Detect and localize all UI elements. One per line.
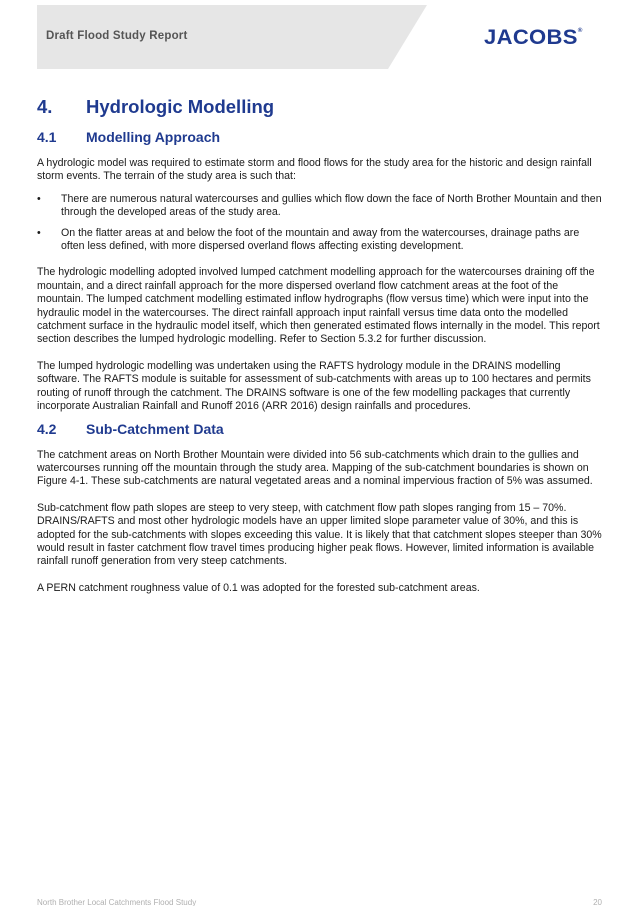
bullet-list (37, 193, 602, 254)
logo-text: JACOBS (484, 26, 578, 49)
paragraph: A PERN catchment roughness value of 0.1 was adopted for the forested sub-catchment areas. (37, 581, 480, 594)
paragraph: A hydrologic model was required to estimate storm and flood flows for the study area for the historic and design rainfall storm events. The terrain of the study area is such that: (37, 157, 592, 183)
section-heading-4 (37, 96, 602, 118)
subsection-title: Modelling Approach (86, 129, 221, 145)
bullet-icon: • (37, 192, 41, 205)
section-number: 4. (37, 96, 53, 117)
subsection-heading-4-1 (37, 129, 602, 145)
list-item-text: On the flatter areas at and below the foot of the mountain and away from the watercourses, drainage paths are often less defined, with more dispersed overland flows affecting existing development. (61, 226, 580, 253)
document-body (37, 96, 602, 595)
paragraph: The catchment areas on North Brother Mountain were divided into 56 sub-catchments which drain to the gullies and watercourses running off the mountain through the study area. Mapping of the sub-catchment boundaries is shown on Figure 4-1. These sub-catchments are natural vegetated areas and a nominal impervious fraction of 5% was assumed. (37, 448, 593, 488)
section-title: Hydrologic Modelling (86, 96, 275, 117)
report-title: Draft Flood Study Report (46, 30, 188, 42)
subsection-number: 4.1 (37, 129, 57, 145)
subsection-title: Sub-Catchment Data (86, 420, 224, 437)
bullet-icon: • (37, 226, 41, 239)
footer-document-name: North Brother Local Catchments Flood Study (37, 898, 197, 906)
list-item-text: There are numerous natural watercourses and gullies which flow down the face of North Brother Mountain and then through the developed areas of the study area. (61, 192, 602, 219)
subsection-number: 4.2 (37, 420, 57, 437)
registered-mark: ® (577, 28, 583, 34)
paragraph: The hydrologic modelling adopted involved lumped catchment modelling approach for the watercourses draining off the mountain, and a direct rainfall approach for the more dispersed overland flow catchment areas at the foot of the mountain. The lumped catchment modelling estimated inflow hydrographs (flow versus time) which were input into the hydraulic model in the watercourses. The direct rainfall approach input rainfall versus time data onto the modelled catchment surface in the hydraulic model itself, which then generated estimated flows internally in the model. This report section describes the lumped hydrologic modelling. Refer to Section 5.3.2 for further discussion. (37, 266, 600, 346)
jacobs-logo (484, 26, 583, 50)
list-item (37, 227, 602, 254)
paragraph: Sub-catchment flow path slopes are steep to very steep, with catchment flow path slopes ranging from 15 – 70%. DRAINS/RAFTS and most other hydrologic models have an upper limited slope parameter value of 30%, and this is adopted for the sub-catchments with slopes exceeding this value. It is likely that that catchment slopes steeper than 30% would result in faster catchment flow travel times producing higher peak flows. However, limited information is available rainfall runoff generation from very steep catchments. (37, 501, 602, 568)
subsection-heading-4-2 (37, 421, 602, 437)
page-number: 20 (593, 898, 602, 906)
paragraph: The lumped hydrologic modelling was undertaken using the RAFTS hydrology module in the DRAINS modelling software. The RAFTS module is suitable for assessment of sub-catchments with areas up to 100 hectares and permits routing of runoff through the catchment. The DRAINS software is one of the few modelling packages that currently incorporate Australian Rainfall and Runoff 2016 (ARR 2016) design rainfalls and procedures. (37, 359, 591, 413)
list-item (37, 193, 602, 220)
page-footer (37, 898, 602, 906)
